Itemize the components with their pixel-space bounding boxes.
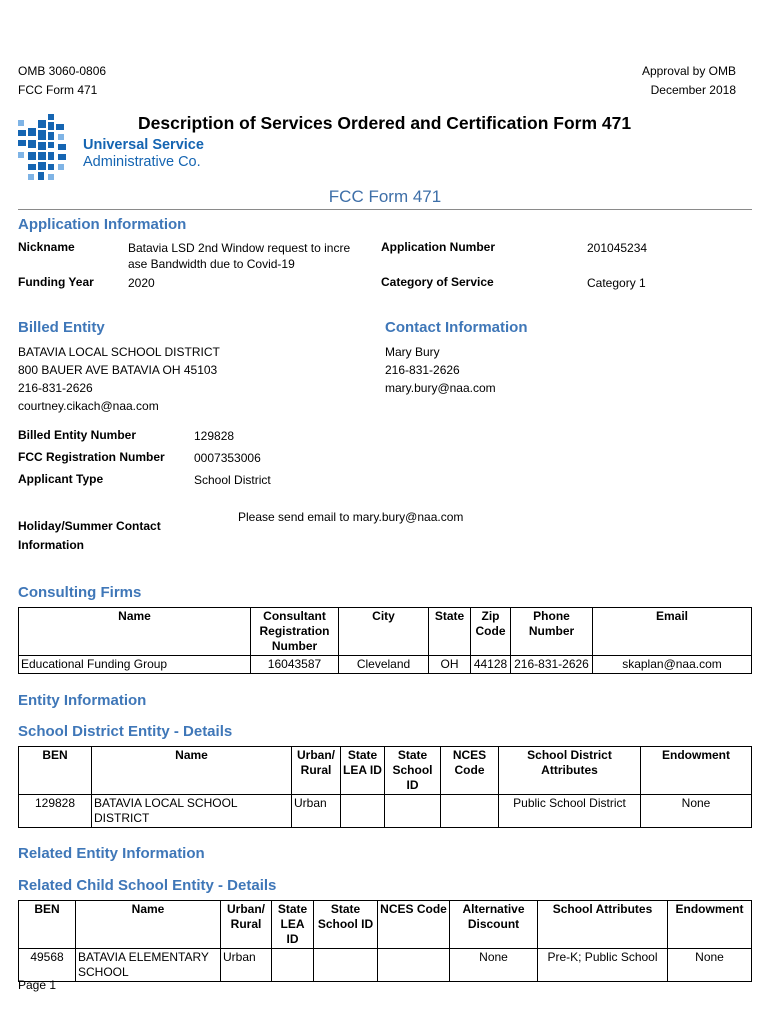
column-header: Urban/ Rural xyxy=(292,747,341,795)
table-header-row xyxy=(19,608,752,656)
holiday-contact-value: Please send email to mary.bury@naa.com xyxy=(238,510,464,524)
column-header: Name xyxy=(19,608,251,656)
consulting-firms-table xyxy=(18,607,752,674)
column-header: City xyxy=(339,608,429,656)
table-cell: 44128 xyxy=(471,656,511,674)
table-cell: Urban xyxy=(292,795,341,828)
column-header: NCES Code xyxy=(378,901,450,949)
billed-entity-email: courtney.cikach@naa.com xyxy=(18,399,159,413)
contact-email: mary.bury@naa.com xyxy=(385,381,496,395)
entity-info-heading: Entity Information xyxy=(18,692,147,709)
table-cell: 129828 xyxy=(19,795,92,828)
table-cell: 49568 xyxy=(19,949,76,982)
related-entity-heading: Related Entity Information xyxy=(18,845,205,862)
table-cell: OH xyxy=(429,656,471,674)
nickname-line-1: Batavia LSD 2nd Window request to incre xyxy=(128,241,351,255)
logo-line-2: Administrative Co. xyxy=(83,154,201,170)
table-cell: BATAVIA LOCAL SCHOOL DISTRICT xyxy=(92,795,292,828)
column-header: NCES Code xyxy=(441,747,499,795)
application-info-heading: Application Information xyxy=(18,216,187,233)
column-header: School District Attributes xyxy=(499,747,641,795)
column-header: School Attributes xyxy=(538,901,668,949)
contact-block xyxy=(385,343,496,397)
column-header: Endowment xyxy=(668,901,752,949)
applicant-type-label: Applicant Type xyxy=(18,472,104,486)
table-cell xyxy=(341,795,385,828)
child-school-table xyxy=(18,900,752,982)
table-cell xyxy=(441,795,499,828)
billed-entity-phone: 216-831-2626 xyxy=(18,381,93,395)
table-cell: Educational Funding Group xyxy=(19,656,251,674)
column-header: Urban/ Rural xyxy=(221,901,272,949)
column-header: Consultant Registration Number xyxy=(251,608,339,656)
table-cell: skaplan@naa.com xyxy=(593,656,752,674)
column-header: State School ID xyxy=(314,901,378,949)
column-header: State LEA ID xyxy=(341,747,385,795)
applicant-type-value: School District xyxy=(194,473,271,487)
logo-line-1: Universal Service xyxy=(83,137,204,153)
table-row xyxy=(19,795,752,828)
column-header: Alternative Discount xyxy=(450,901,538,949)
billed-entity-heading: Billed Entity xyxy=(18,319,105,336)
approval-text: Approval by OMB xyxy=(641,64,736,78)
table-cell: Urban xyxy=(221,949,272,982)
billed-entity-address-block xyxy=(18,343,220,415)
contact-info-heading: Contact Information xyxy=(385,319,528,336)
approval-date: December 2018 xyxy=(650,83,736,97)
fcc-form-title: FCC Form 471 xyxy=(328,187,442,206)
table-cell: BATAVIA ELEMENTARY SCHOOL xyxy=(76,949,221,982)
column-header: Name xyxy=(92,747,292,795)
column-header: State LEA ID xyxy=(272,901,314,949)
column-header: Endowment xyxy=(641,747,752,795)
usac-logo-text xyxy=(83,137,204,171)
omb-number: OMB 3060-0806 xyxy=(18,64,107,78)
contact-name: Mary Bury xyxy=(385,345,440,359)
column-header: BEN xyxy=(19,901,76,949)
contact-phone: 216-831-2626 xyxy=(385,363,460,377)
nickname-value xyxy=(128,240,373,272)
category-value: Category 1 xyxy=(587,276,646,290)
nickname-label: Nickname xyxy=(18,240,75,254)
holiday-contact-label xyxy=(18,517,161,555)
column-header: Phone Number xyxy=(511,608,593,656)
title-divider xyxy=(18,209,752,210)
billed-entity-name: BATAVIA LOCAL SCHOOL DISTRICT xyxy=(18,345,220,359)
table-cell: Cleveland xyxy=(339,656,429,674)
billed-entity-address: 800 BAUER AVE BATAVIA OH 45103 xyxy=(18,363,218,377)
column-header: State School ID xyxy=(385,747,441,795)
column-header: BEN xyxy=(19,747,92,795)
form-header-right xyxy=(642,62,736,100)
table-header-row xyxy=(19,747,752,795)
application-number-value: 201045234 xyxy=(587,241,648,255)
table-cell: None xyxy=(668,949,752,982)
column-header: Name xyxy=(76,901,221,949)
school-district-heading: School District Entity - Details xyxy=(18,723,233,740)
table-cell xyxy=(378,949,450,982)
table-row xyxy=(19,949,752,982)
table-header-row xyxy=(19,901,752,949)
table-cell: None xyxy=(641,795,752,828)
table-cell: Public School District xyxy=(499,795,641,828)
form-label: FCC Form 471 xyxy=(18,83,98,97)
holiday-label-line-1: Holiday/Summer Contact xyxy=(18,519,161,533)
table-cell: 216-831-2626 xyxy=(511,656,593,674)
table-row xyxy=(19,656,752,674)
page-title: Description of Services Ordered and Certification Form 471 xyxy=(138,113,632,133)
school-district-table xyxy=(18,746,752,828)
form-header-left xyxy=(18,62,106,100)
holiday-label-line-2: Information xyxy=(18,538,84,552)
usac-logo-icon xyxy=(14,112,74,186)
page-number: Page 1 xyxy=(18,978,57,992)
table-cell: Pre-K; Public School xyxy=(538,949,668,982)
billed-entity-number-label: Billed Entity Number xyxy=(18,428,137,442)
fcc-registration-label: FCC Registration Number xyxy=(18,450,165,464)
application-number-label: Application Number xyxy=(381,240,496,254)
funding-year-label: Funding Year xyxy=(18,275,94,289)
table-cell: None xyxy=(450,949,538,982)
column-header: State xyxy=(429,608,471,656)
billed-entity-number-value: 129828 xyxy=(194,429,235,443)
column-header: Email xyxy=(593,608,752,656)
table-cell: 16043587 xyxy=(251,656,339,674)
table-cell xyxy=(385,795,441,828)
column-header: Zip Code xyxy=(471,608,511,656)
table-cell xyxy=(314,949,378,982)
child-school-heading: Related Child School Entity - Details xyxy=(18,877,277,894)
category-label: Category of Service xyxy=(381,275,494,289)
table-cell xyxy=(272,949,314,982)
fcc-registration-value: 0007353006 xyxy=(194,451,261,465)
funding-year-value: 2020 xyxy=(128,276,155,290)
nickname-line-2: ase Bandwidth due to Covid-19 xyxy=(128,257,295,271)
consulting-firms-heading: Consulting Firms xyxy=(18,584,142,601)
